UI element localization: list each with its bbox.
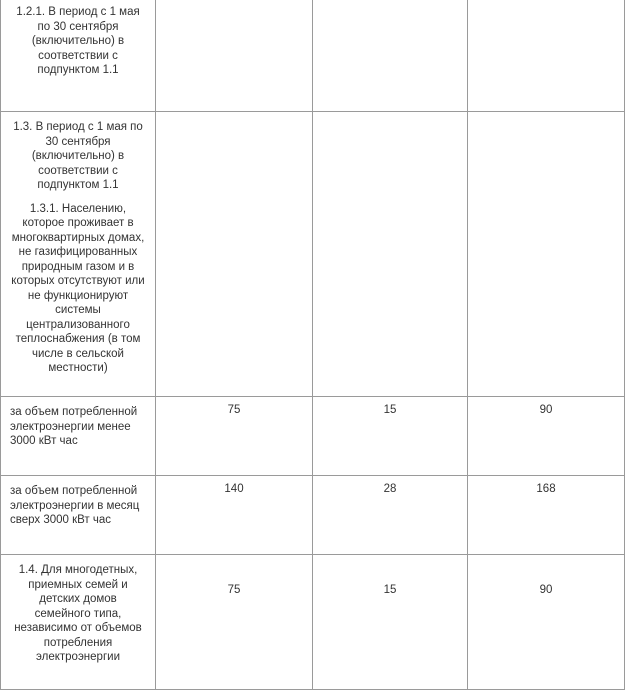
value-cell-1: 75 [156, 555, 313, 690]
table-row [1, 555, 625, 690]
row-label-cell [1, 112, 156, 397]
row-label-text: 1.3. В период с 1 мая по 30 сентября (включительно) в соответствии с подпунктом 1.1 [13, 121, 143, 191]
value-cell-2 [313, 0, 468, 112]
row-label-cell [1, 397, 156, 476]
value-cell-3: 90 [468, 397, 625, 476]
row-label-cell [1, 476, 156, 555]
table-row [1, 0, 625, 112]
value-cell-1: 140 [156, 476, 313, 555]
row-label-text: 1.4. Для многодетных, приемных семей и детских домов семейного типа, независимо от объемов потребления электроэнергии [14, 564, 142, 663]
row-label-text: за объем потребленной электроэнергии в месяц сверх 3000 кВт час [10, 485, 140, 526]
row-label-cell [1, 0, 156, 112]
value-cell-2 [313, 112, 468, 397]
value-cell-2: 15 [313, 555, 468, 690]
table-row [1, 112, 625, 397]
row-label-text: за объем потребленной электроэнергии менее 3000 кВт час [10, 406, 138, 447]
value-cell-1: 75 [156, 397, 313, 476]
value-cell-3: 90 [468, 555, 625, 690]
table-row [1, 397, 625, 476]
value-cell-3: 168 [468, 476, 625, 555]
table-row [1, 476, 625, 555]
value-cell-3 [468, 0, 625, 112]
value-cell-2: 28 [313, 476, 468, 555]
value-cell-2: 15 [313, 397, 468, 476]
value-cell-1 [156, 112, 313, 397]
row-sublabel-text: 1.3.1. Населению, которое проживает в многоквартирных домах, не газифицированных природным газом и в которых отсутствуют или не функционируют системы централизованного теплоснабжения (в том числе в сельской местности) [11, 202, 145, 374]
value-cell-3 [468, 112, 625, 397]
row-label-text: 1.2.1. В период с 1 мая по 30 сентября (включительно) в соответствии с подпунктом 1.1 [16, 6, 140, 76]
row-label-cell [1, 555, 156, 690]
value-cell-1 [156, 0, 313, 112]
